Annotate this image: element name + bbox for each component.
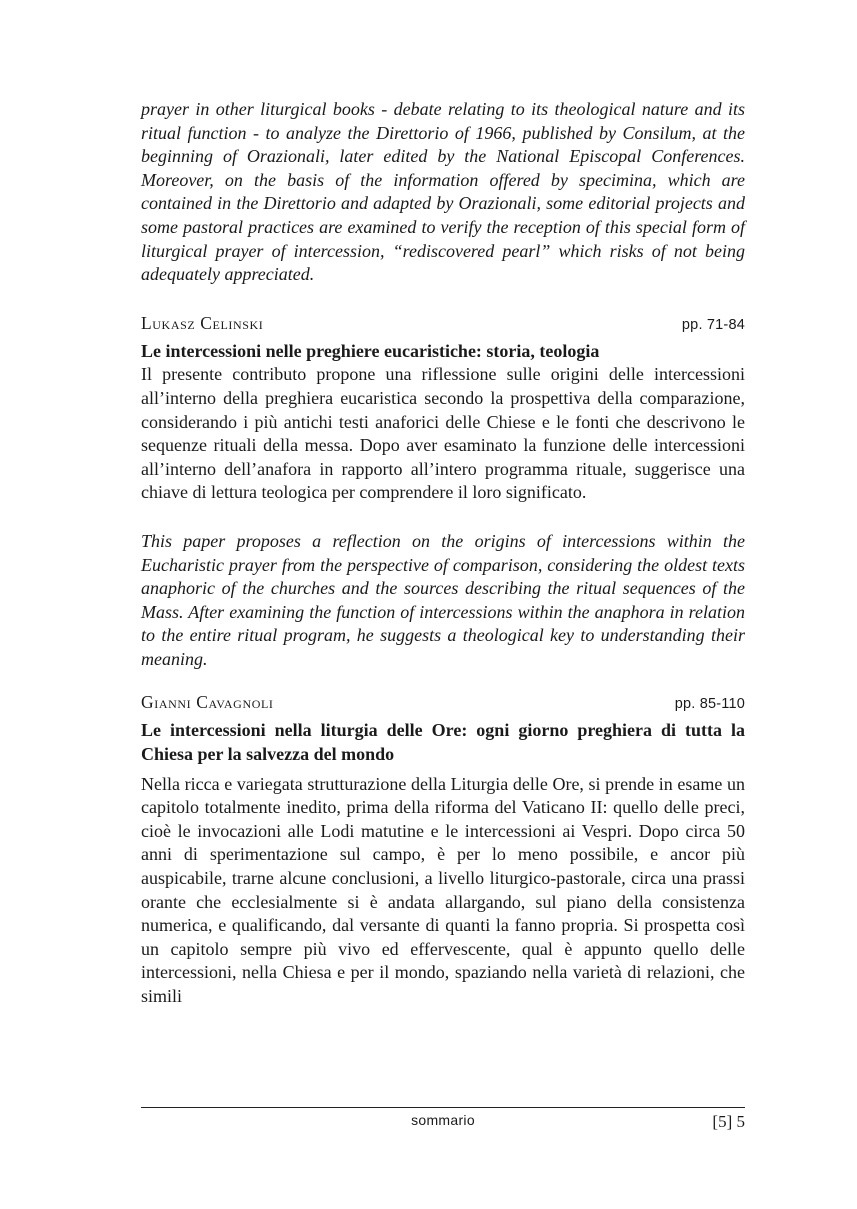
author-name: Gianni Cavagnoli bbox=[141, 692, 274, 713]
page-range: pp. 71-84 bbox=[681, 316, 745, 333]
spacer bbox=[141, 671, 745, 691]
abstract-english: This paper proposes a reflection on the origins of intercessions within the Eucharistic prayer from the perspective of comparison, considering the oldest texts anaphoric of the churches and the sources describing the ritual sequences of the Mass. After examining the function of intercessions within the anaphora in relation to the entire ritual program, he suggests a theological key to understanding their meaning. bbox=[141, 530, 745, 669]
article-title: Le intercessioni nelle preghiere eucaristiche: storia, teologia bbox=[141, 340, 600, 361]
entry-celinski bbox=[141, 312, 745, 672]
entry-header bbox=[141, 312, 745, 336]
spacer bbox=[141, 287, 745, 312]
footer-divider bbox=[141, 1107, 745, 1108]
entry-header bbox=[141, 691, 745, 715]
abstract-italian: Il presente contributo propone una riflessione sulle origini delle intercessioni all’interno della preghiera eucaristica secondo la prospettiva della comparazione, considerando i più antichi testi anaforici delle Chiese e le fonti che descrivono le sequenze rituali della messa. Dopo aver esaminato la funzione delle intercessioni all’interno dell’anafora in rapporto all’intero programma rituale, suggerisce una chiave di lettura teologica per comprendere il loro significato. bbox=[141, 364, 745, 503]
page-footer bbox=[141, 1112, 745, 1134]
entry-cavagnoli bbox=[141, 691, 745, 1008]
page-body bbox=[141, 98, 745, 1009]
article-title: Le intercessioni nella liturgia delle Ore: ogni giorno preghiera di tutta la Chiesa per la salvezza del mondo bbox=[141, 720, 745, 765]
spacer bbox=[141, 505, 745, 530]
intro-abstract-english: prayer in other liturgical books - debate relating to its theological nature and its ritual function - to analyze the Direttorio of 1966, published by Consilum, at the beginning of Orazionali, later edited by the National Episcopal Conferences. Moreover, on the basis of the information offered by specimina, which are contained in the Direttorio and adapted by Orazionali, some editorial projects and some pastoral practices are examined to verify the reception of this special form of liturgical prayer of intercession, “rediscovered pearl” which risks of not being adequately appreciated. bbox=[141, 99, 745, 285]
footer-section-label: sommario bbox=[411, 1112, 475, 1128]
author-name: Lukasz Celinski bbox=[141, 312, 264, 333]
page-number: [5] 5 bbox=[712, 1112, 745, 1131]
abstract-italian: Nella ricca e variegata strutturazione della Liturgia delle Ore, si prende in esame un capitolo totalmente inedito, prima della riforma del Vaticano II: quello delle preci, cioè le invocazioni alle Lodi matutine e le intercessioni ai Vespri. Dopo circa 50 anni di sperimentazione sul campo, è per lo meno possibile, e ancor più auspicabile, trarne alcune conclusioni, a livello liturgico-pastorale, circa una prassi orante che ecclesialmente si è andata allargando, sul piano della consistenza numerica, e qualificando, dal versante di quanti la fanno propria. Si prospetta così un capitolo sempre più vivo ed effervescente, qual è appunto quello delle intercessioni, nella Chiesa e per il mondo, spaziando nella varietà di relazioni, che simili bbox=[141, 773, 745, 1006]
page-range: pp. 85-110 bbox=[674, 696, 745, 713]
